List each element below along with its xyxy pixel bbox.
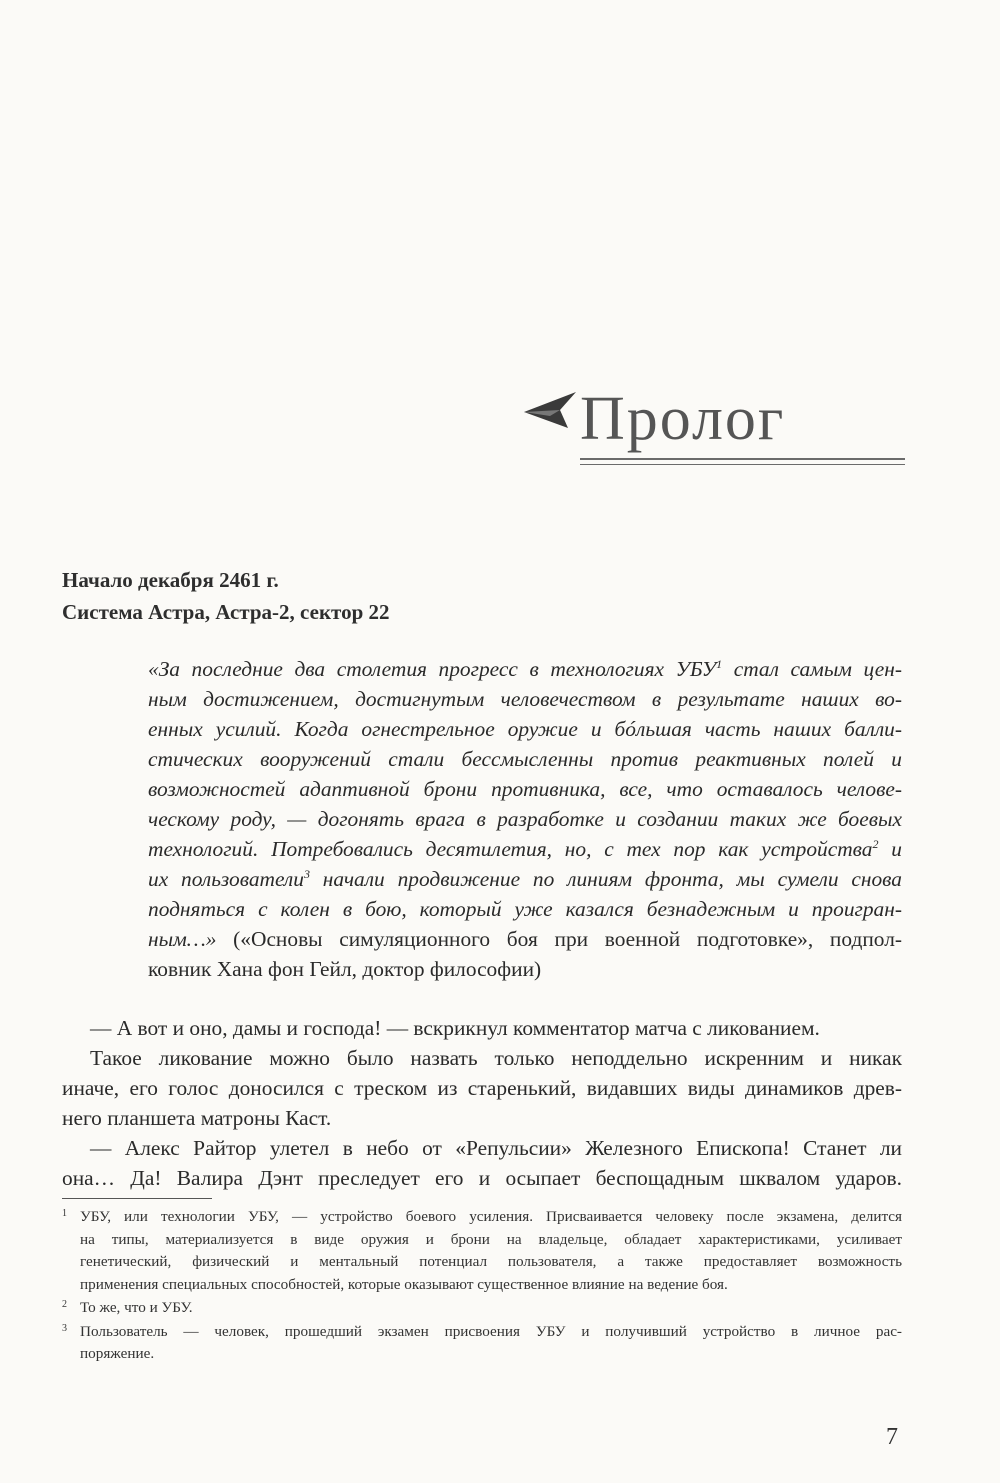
epigraph-heading (62, 564, 390, 628)
paragraph-line: иначе, его голос доносился с треском из старенький, видавших виды динамиков древ- (62, 1076, 902, 1100)
footnote-line: генетический, физический и ментальный потенциал пользователя, а также предоставляет возможность (80, 1253, 902, 1270)
footnote-line: Пользователь — человек, прошедший экзамен присвоения УБУ и получивший устройство в личное рас- (80, 1322, 902, 1340)
quote-text: их пользователи (148, 867, 304, 891)
quote-text: стал самым цен- (733, 657, 902, 681)
quote-line: ным достижением, достигнутым человечеством в результате наших во- (148, 687, 902, 711)
footnote-mark: 1 (62, 1208, 67, 1219)
paragraph-line: — А вот и оно, дамы и господа! — вскрикнул комментатор матча с ликованием. (90, 1016, 820, 1040)
epigraph-quote (148, 654, 902, 984)
quote-line (148, 834, 902, 864)
footnote-line: поряжение. (80, 1345, 155, 1362)
quote-text: ным…» (148, 927, 217, 951)
quote-line: енных усилий. Когда огнестрельное оружие и бóльшая часть наших балли- (148, 717, 902, 741)
quote-text: начали продвижение по линиям фронта, мы сумели снова (322, 867, 902, 891)
quote-line: подняться с колен в бою, который уже казался безнадежным и проигран- (148, 897, 902, 921)
paragraph-line: она… Да! Валира Дэнт преследует его и осыпает беспощадным шквалом ударов. (62, 1166, 902, 1190)
footnote-ref: 3 (303, 866, 310, 881)
footnote (62, 1321, 902, 1366)
footnote-line: УБУ, или технологии УБУ, — устройство боевого усиления. Присваивается человеку после экзамена, делится (80, 1208, 902, 1225)
arrow-icon (520, 390, 578, 430)
title-underline-thin (580, 464, 905, 465)
title-underline (580, 458, 905, 460)
paragraph-line: Такое ликование можно было назвать только неподдельно искренним и никак (90, 1046, 902, 1070)
page-title: Пролог (580, 385, 786, 453)
paragraph-line: него планшета матроны Каст. (62, 1106, 332, 1130)
quote-line: стических вооружений стали бессмысленны против реактивных полей и (148, 747, 902, 771)
epigraph-location: Система Астра, Астра-2, сектор 22 (62, 600, 390, 624)
footnote-mark: 2 (62, 1299, 67, 1310)
footnote-divider (62, 1198, 212, 1199)
footnote-ref: 2 (872, 836, 879, 851)
quote-source: («Основы симуляционного боя при военной подготовке», подпол- (233, 927, 902, 951)
quote-text: технологий. Потребовались десятилетия, но, с тех пор как устройства (148, 837, 873, 861)
footnote (62, 1206, 902, 1296)
footnote-mark: 3 (62, 1322, 67, 1334)
quote-text: «За последние два столетия прогресс в технологиях УБУ (148, 657, 717, 681)
quote-line: ческому роду, — догонять врага в разработке и создании таких же боевых (148, 807, 902, 831)
page-number: 7 (886, 1424, 898, 1450)
quote-line (148, 864, 902, 894)
footnote-line: применения специальных способностей, которые оказывают существенное влияние на ведение боя. (80, 1275, 728, 1293)
quote-line: возможностей адаптивной брони противника, все, что оставалось челове- (148, 777, 902, 801)
quote-line (148, 654, 902, 684)
quote-text: и (891, 837, 902, 861)
footnote-line: на типы, материализуется в виде оружия и брони на владельце, обладает характеристиками, усиливает (80, 1230, 902, 1248)
footnote-line: То же, что и УБУ. (80, 1299, 193, 1316)
footnote-ref: 1 (716, 656, 723, 671)
paragraph-line: — Алекс Райтор улетел в небо от «Репульсии» Железного Епископа! Станет ли (90, 1136, 902, 1160)
footnotes (62, 1206, 902, 1367)
quote-line: ковник Хана фон Гейл, доктор философии) (148, 957, 542, 981)
body-text (62, 1013, 902, 1193)
quote-line (148, 924, 902, 954)
footnote (62, 1297, 902, 1320)
epigraph-date: Начало декабря 2461 г. (62, 568, 279, 592)
